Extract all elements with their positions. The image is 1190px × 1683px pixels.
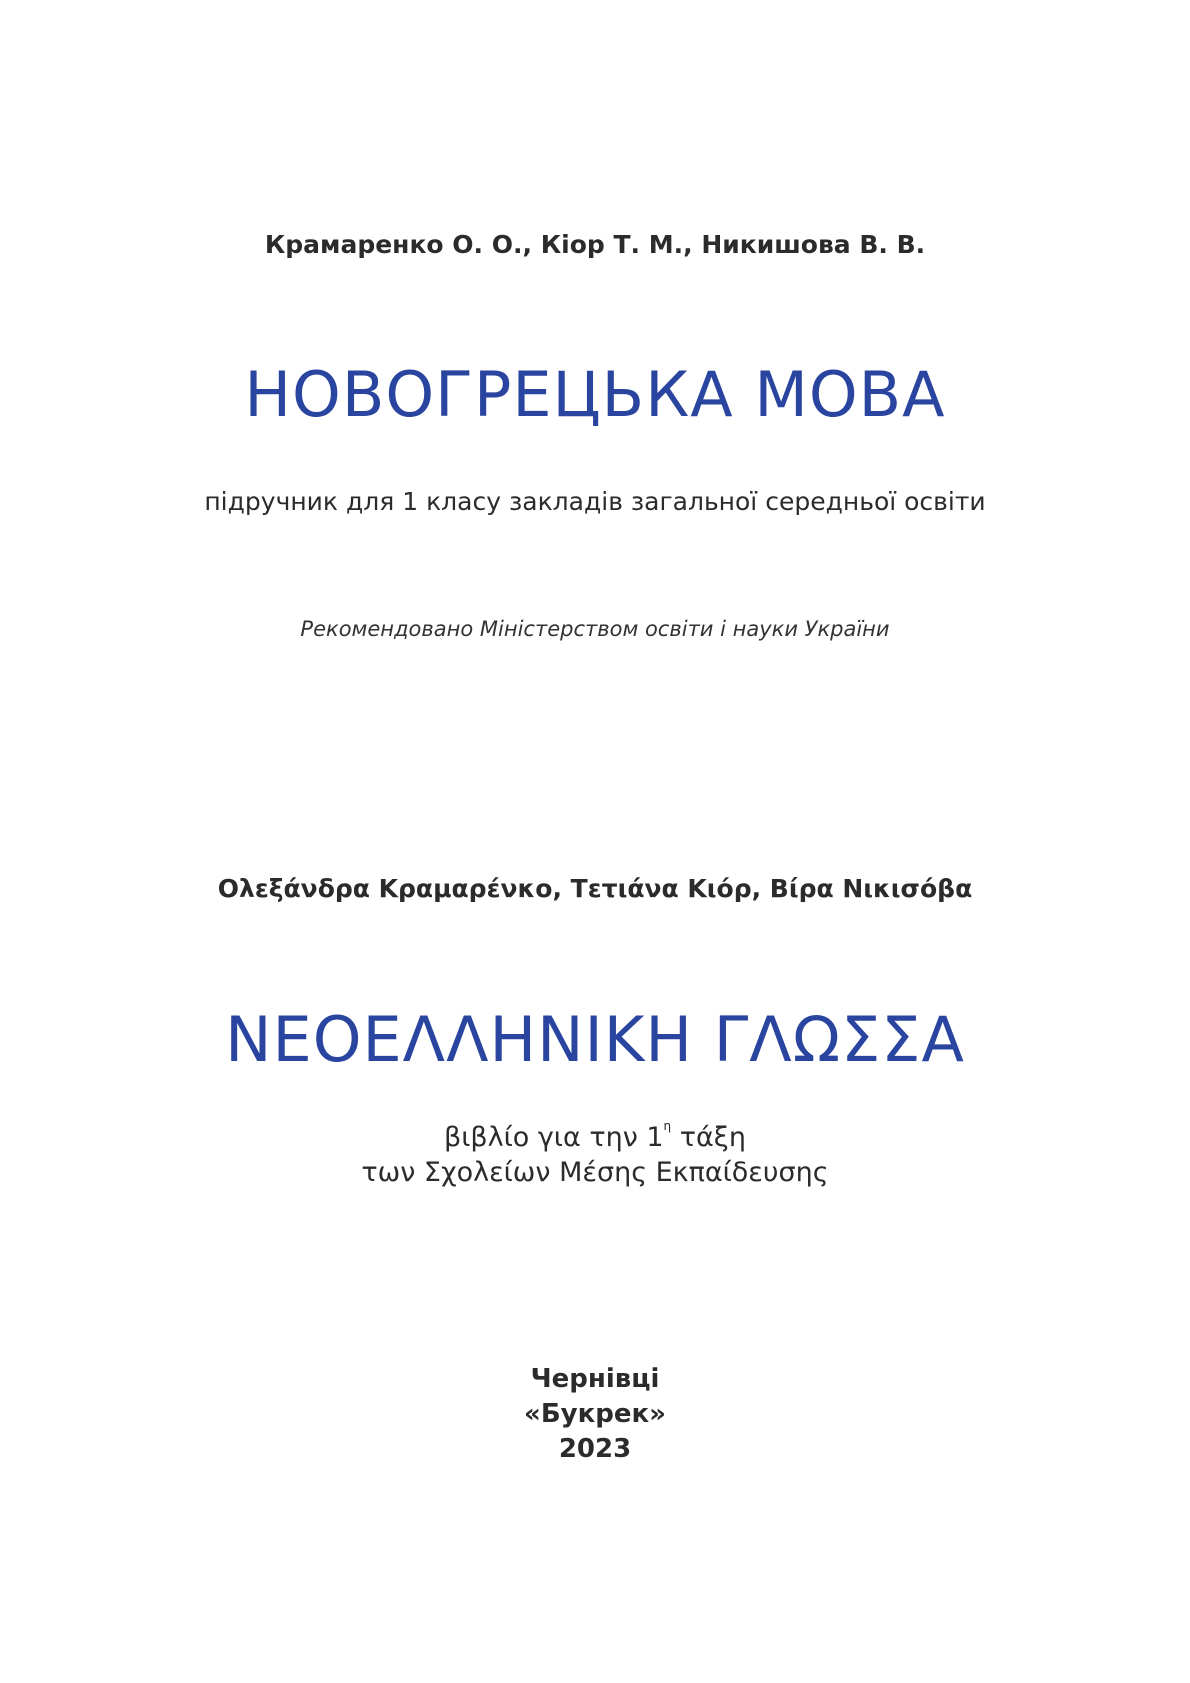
greek-subtitle-superscript: η: [663, 1119, 672, 1133]
imprint-city: Чернівці: [530, 1364, 660, 1394]
greek-subtitle-before: βιβλίο για την 1: [444, 1122, 664, 1153]
ukrainian-authors: Крамаренко О. О., Кіор Т. М., Никишова В. В.: [264, 230, 926, 259]
greek-subtitle-line-2: των Σχολείων Μέσης Εκπαίδευσης: [361, 1157, 829, 1188]
ukrainian-title: НОВОГРЕЦЬКА МОВА: [244, 358, 946, 431]
greek-authors: Ολεξάνδρα Κραμαρένκο, Τετιάνα Κιόρ, Βίρα Νικισόβα: [217, 874, 973, 903]
greek-subtitle-after: τάξη: [671, 1122, 746, 1153]
ministry-recommendation: Рекомендовано Міністерством освіти і науки України: [300, 617, 890, 641]
imprint-year: 2023: [558, 1434, 632, 1464]
greek-subtitle-line-1: [0, 1119, 1190, 1153]
ukrainian-subtitle: підручник для 1 класу закладів загальної середньої освіти: [204, 487, 986, 516]
imprint-publisher: «Букрек»: [524, 1399, 666, 1429]
greek-title: ΝΕΟΕΛΛΗΝΙΚΗ ΓΛΩΣΣΑ: [225, 1003, 965, 1076]
